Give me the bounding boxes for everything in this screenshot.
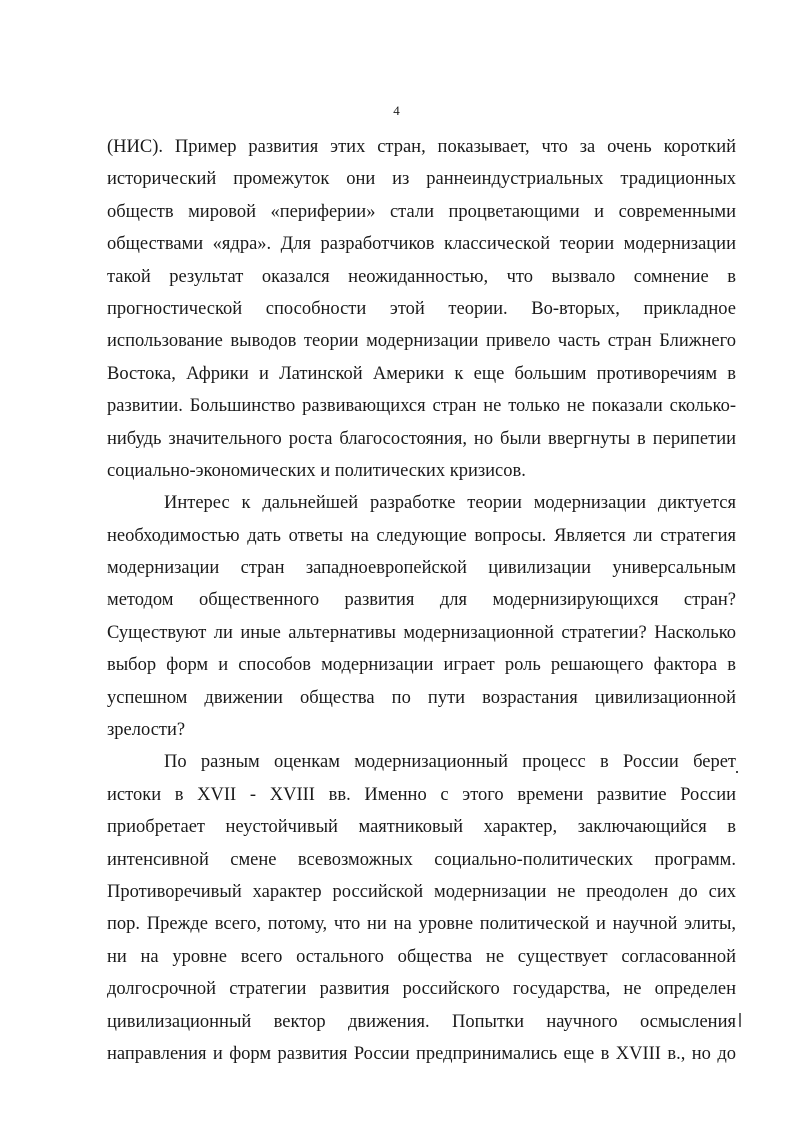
text-line: обществами «ядра». Для разработчиков классической теории модернизации (107, 234, 736, 255)
text-line: (НИС). Пример развития этих стран, показывает, что за очень короткий (107, 137, 736, 157)
text-line: приобретает неустойчивый маятниковый характер, заключающийся в (107, 817, 736, 838)
text-line: необходимостью дать ответы на следующие вопросы. Является ли стратегия (107, 525, 736, 546)
text-line: Существуют ли иные альтернативы модернизационной стратегии? Насколько (107, 622, 736, 643)
text-line: ни на уровне всего остального общества не существует согласованной (107, 946, 736, 967)
text-line: развитии. Большинство развивающихся стран не только не показали сколько- (107, 396, 736, 417)
text-line: зрелости? (107, 720, 186, 741)
text-line: Востока, Африки и Латинской Америки к еще большим противоречиям в (107, 363, 736, 384)
text-line: такой результат оказался неожиданностью, что вызвало сомнение в (107, 266, 736, 287)
scan-artifact (736, 771, 738, 773)
text-line: нибудь значительного роста благосостояния, но были ввергнуты в перипетии (107, 428, 736, 449)
text-line: модернизации стран западноевропейской цивилизации универсальным (107, 558, 736, 579)
text-line: прогностической способности этой теории. Во-вторых, прикладное (107, 298, 736, 319)
text-line: методом общественного развития для модернизирующихся стран? (107, 590, 736, 611)
text-line: Интерес к дальнейшей разработке теории модернизации диктуется (164, 493, 736, 514)
text-line: социально-экономических и политических кризисов. (107, 460, 526, 481)
text-line: выбор форм и способов модернизации играет роль решающего фактора в (107, 655, 736, 676)
text-line: обществ мировой «периферии» стали процветающими и современными (107, 201, 736, 222)
text-line: направления и форм развития России предпринимались еще в XVIII в., но до (107, 1043, 736, 1064)
scan-artifact (739, 1013, 741, 1027)
text-line: пор. Прежде всего, потому, что ни на уровне политической и научной элиты, (107, 914, 736, 935)
text-line: исторический промежуток они из раннеиндустриальных традиционных (107, 169, 736, 190)
body-text (107, 131, 736, 1070)
page-number: 4 (393, 103, 400, 118)
text-line: интенсивной смене всевозможных социально-политических программ. (107, 849, 736, 870)
text-line: Противоречивый характер российской модернизации не преодолен до сих (107, 881, 736, 902)
text-line: цивилизационный вектор движения. Попытки научного осмысления (107, 1011, 736, 1032)
text-line: истоки в XVII - XVIII вв. Именно с этого времени развитие России (107, 784, 736, 805)
text-line: долгосрочной стратегии развития российского государства, не определен (107, 979, 736, 1000)
text-line: использование выводов теории модернизации привело часть стран Ближнего (107, 331, 736, 352)
text-line: По разным оценкам модернизационный процесс в России берет (164, 752, 736, 773)
text-line: успешном движении общества по пути возрастания цивилизационной (107, 687, 736, 708)
